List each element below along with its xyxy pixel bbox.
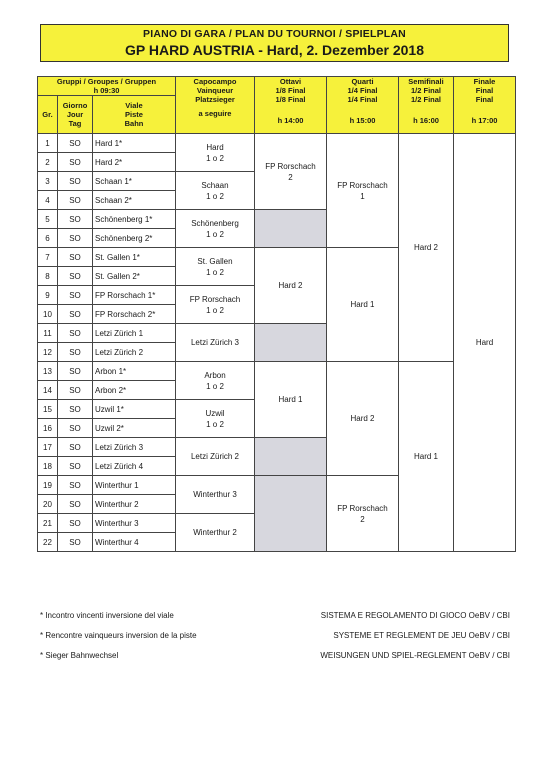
capocampo-cell (176, 286, 255, 324)
group-day: SO (58, 286, 93, 305)
group-number: 7 (38, 248, 58, 267)
group-lane: St. Gallen 2* (93, 267, 176, 286)
groups-header: Gruppi / Groupes / Gruppen h 09:30 (38, 77, 176, 96)
table-row (38, 362, 516, 381)
group-number: 8 (38, 267, 58, 286)
group-number: 11 (38, 324, 58, 343)
group-lane: Winterthur 4 (93, 533, 176, 552)
capocampo-cell (176, 324, 255, 362)
rules-de: WEISUNGEN UND SPIEL-REGLEMENT OeBV / CBI (320, 651, 510, 660)
capocampo-cell (176, 210, 255, 248)
bracket-team-sub: 1 o 2 (206, 191, 224, 201)
group-day: SO (58, 248, 93, 267)
group-number: 17 (38, 438, 58, 457)
group-number: 22 (38, 533, 58, 552)
group-number: 16 (38, 419, 58, 438)
bye-cell (255, 476, 327, 552)
ottavi-cell (255, 248, 327, 324)
group-lane: Schaan 1* (93, 172, 176, 191)
bracket-team-name: St. Gallen (197, 256, 233, 266)
group-day: SO (58, 476, 93, 495)
bye-cell (255, 438, 327, 476)
rules-fr: SYSTEME ET REGLEMENT DE JEU OeBV / CBI (333, 631, 510, 640)
group-day: SO (58, 438, 93, 457)
quarti-cell (327, 362, 399, 476)
capocampo-cell (176, 400, 255, 438)
ottavi-cell (255, 362, 327, 438)
group-number: 19 (38, 476, 58, 495)
bracket-team-sub: 1 o 2 (206, 229, 224, 239)
bracket-team-name: Arbon (204, 370, 226, 380)
group-day: SO (58, 343, 93, 362)
group-lane: Letzi Zürich 4 (93, 457, 176, 476)
group-lane: Uzwil 1* (93, 400, 176, 419)
group-number: 4 (38, 191, 58, 210)
bracket-team-name: Schaan (201, 180, 229, 190)
semifinal-cell: Hard 2 (399, 134, 454, 362)
group-number-header: Gr. (38, 96, 58, 134)
title-subline: PIANO DI GARA / PLAN DU TOURNOI / SPIELPLAN (143, 28, 406, 40)
group-lane: Winterthur 2 (93, 495, 176, 514)
group-lane: Hard 1* (93, 134, 176, 153)
bracket-team-sub: 1 o 2 (206, 419, 224, 429)
bracket-team-sub: 2 (288, 172, 293, 182)
bracket-team-sub: 1 (360, 191, 365, 201)
group-lane: Arbon 1* (93, 362, 176, 381)
group-lane: Letzi Zürich 2 (93, 343, 176, 362)
semifinali-header: Semifinali 1/2 Final 1/2 Final h 16:00 (399, 77, 454, 134)
group-number: 6 (38, 229, 58, 248)
group-number: 20 (38, 495, 58, 514)
group-lane: Arbon 2* (93, 381, 176, 400)
group-day: SO (58, 381, 93, 400)
capocampo-cell (176, 172, 255, 210)
group-lane: Winterthur 1 (93, 476, 176, 495)
group-day: SO (58, 305, 93, 324)
bracket-team-name: FP Rorschach (337, 503, 388, 513)
footnote-fr: * Rencontre vainqueurs inversion de la piste (40, 631, 197, 640)
group-lane: FP Rorschach 2* (93, 305, 176, 324)
bracket-team-name: Hard 1 (350, 300, 375, 309)
capocampo-cell (176, 248, 255, 286)
ottavi-cell (255, 134, 327, 210)
bracket-team-name: Uzwil (205, 408, 225, 418)
quarti-cell (327, 134, 399, 248)
group-number: 5 (38, 210, 58, 229)
finale-header: Finale Final Final h 17:00 (454, 77, 516, 134)
day-header: Giorno Jour Tag (58, 96, 93, 134)
capocampo-cell (176, 438, 255, 476)
bracket-team-name: FP Rorschach (265, 161, 316, 171)
bracket-team-name: Hard 2 (278, 281, 303, 290)
bye-cell (255, 210, 327, 248)
group-lane: Letzi Zürich 3 (93, 438, 176, 457)
lane-header: Viale Piste Bahn (93, 96, 176, 134)
bracket-team-name: Winterthur 3 (193, 490, 237, 499)
group-lane: Schaan 2* (93, 191, 176, 210)
final-cell: Hard (454, 134, 516, 552)
group-lane: Uzwil 2* (93, 419, 176, 438)
group-number: 9 (38, 286, 58, 305)
group-number: 3 (38, 172, 58, 191)
group-day: SO (58, 362, 93, 381)
group-number: 13 (38, 362, 58, 381)
semifinal-cell: Hard 1 (399, 362, 454, 552)
capocampo-cell (176, 362, 255, 400)
bracket-team-sub: 2 (360, 514, 365, 524)
quarti-cell (327, 248, 399, 362)
bracket-team-name: Letzi Zürich 3 (190, 338, 240, 347)
group-number: 18 (38, 457, 58, 476)
group-lane: Schönenberg 2* (93, 229, 176, 248)
group-lane: FP Rorschach 1* (93, 286, 176, 305)
group-number: 15 (38, 400, 58, 419)
quarti-header: Quarti 1/4 Final 1/4 Final h 15:00 (327, 77, 399, 134)
group-lane: Letzi Zürich 1 (93, 324, 176, 343)
bracket-team-sub: 1 o 2 (206, 305, 224, 315)
bye-cell (255, 324, 327, 362)
group-day: SO (58, 191, 93, 210)
group-day: SO (58, 419, 93, 438)
group-day: SO (58, 533, 93, 552)
bracket-team-name: FP Rorschach (337, 180, 388, 190)
bracket-team-name: FP Rorschach (189, 294, 241, 304)
group-day: SO (58, 134, 93, 153)
bracket-team-sub: 1 o 2 (206, 153, 224, 163)
footnote-de: * Sieger Bahnwechsel (40, 651, 119, 660)
group-day: SO (58, 495, 93, 514)
tournament-bracket-table (37, 76, 516, 552)
group-number: 12 (38, 343, 58, 362)
group-day: SO (58, 153, 93, 172)
group-number: 14 (38, 381, 58, 400)
capocampo-cell (176, 134, 255, 172)
group-day: SO (58, 324, 93, 343)
group-number: 1 (38, 134, 58, 153)
quarti-cell (327, 476, 399, 552)
group-lane: Hard 2* (93, 153, 176, 172)
group-number: 10 (38, 305, 58, 324)
group-day: SO (58, 400, 93, 419)
rules-it: SISTEMA E REGOLAMENTO DI GIOCO OeBV / CBI (320, 611, 510, 620)
group-lane: St. Gallen 1* (93, 248, 176, 267)
footnote-it: * Incontro vincenti inversione del viale (40, 611, 174, 620)
capocampo-cell (176, 514, 255, 552)
group-day: SO (58, 172, 93, 191)
bracket-team-name: Hard (206, 142, 224, 152)
group-day: SO (58, 267, 93, 286)
table-row (38, 134, 516, 153)
bracket-team-name: Winterthur 2 (193, 528, 237, 537)
title-banner (40, 24, 509, 62)
group-day: SO (58, 514, 93, 533)
ottavi-header: Ottavi 1/8 Final 1/8 Final h 14:00 (255, 77, 327, 134)
bracket-team-name: Hard 2 (350, 414, 375, 423)
tournament-title: GP HARD AUSTRIA - Hard, 2. Dezember 2018 (124, 42, 424, 58)
bracket-team-name: Letzi Zürich 2 (190, 452, 240, 461)
group-day: SO (58, 229, 93, 248)
group-lane: Schönenberg 1* (93, 210, 176, 229)
bracket-team-name: Schönenberg (191, 218, 239, 228)
capocampo-cell (176, 476, 255, 514)
group-day: SO (58, 210, 93, 229)
group-number: 2 (38, 153, 58, 172)
group-day: SO (58, 457, 93, 476)
bracket-team-name: Hard 1 (278, 395, 303, 404)
group-lane: Winterthur 3 (93, 514, 176, 533)
bracket-team-sub: 1 o 2 (206, 381, 224, 391)
bracket-team-sub: 1 o 2 (206, 267, 224, 277)
capocampo-header: Capocampo Vainqueur Platzsieger a seguire (176, 77, 255, 134)
group-number: 21 (38, 514, 58, 533)
